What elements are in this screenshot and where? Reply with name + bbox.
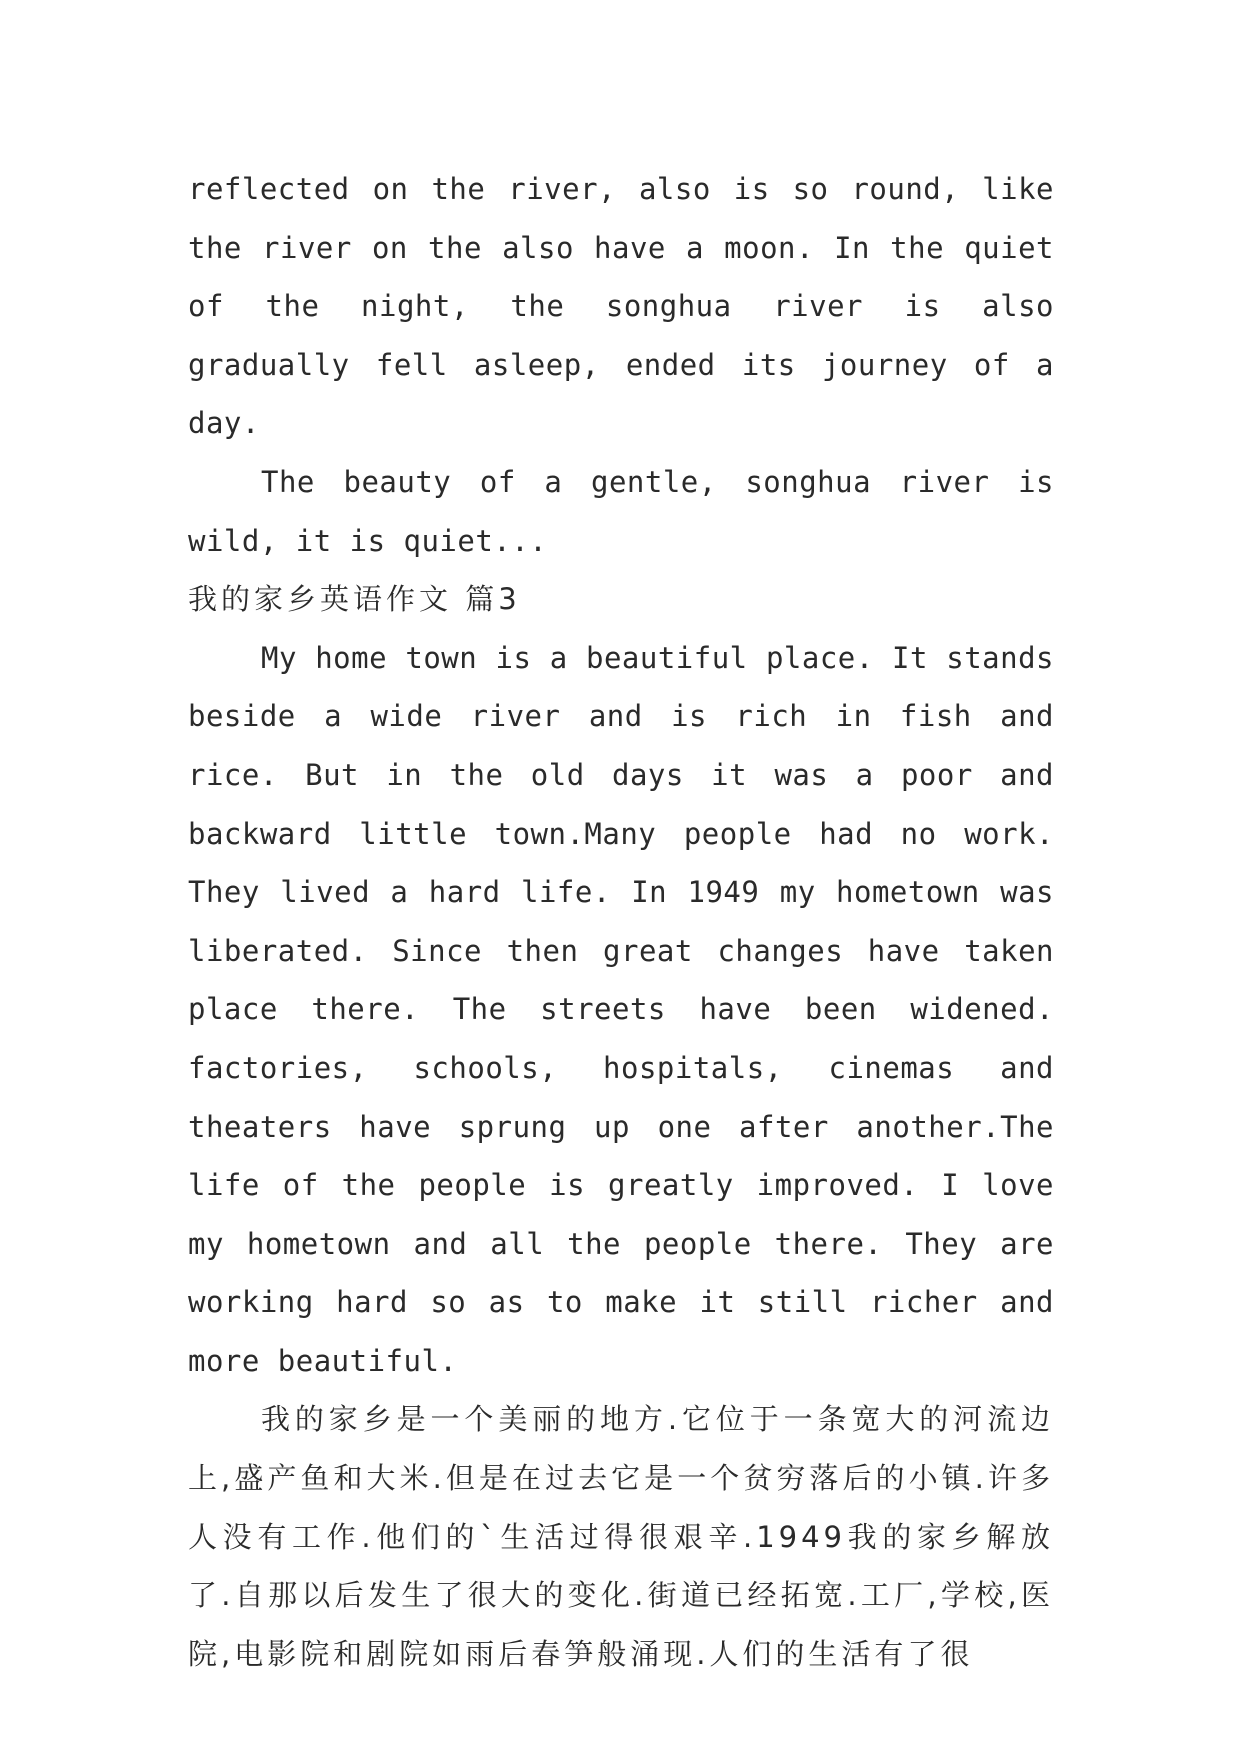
document-body — [188, 160, 1054, 1683]
paragraph-hometown-english: My home town is a beautiful place. It stands beside a wide river and is rich in fish and rice. But in the old days it was a poor and backward little town.Many people had no work. They lived a hard life. In 1949 my hometown was liberated. Since then great changes have taken place there. The streets have been widened. factories, schools, hospitals, cinemas and theaters have sprung up one after another.The life of the people is greatly improved. I love my hometown and all the people there. They are working hard so as to make it still richer and more beautiful. — [188, 640, 1054, 1378]
paragraph-hometown-chinese: 我的家乡是一个美丽的地方.它位于一条宽大的河流边上,盛产鱼和大米.但是在过去它是一个贫穷落后的小镇.许多人没有工作.他们的`生活过得很艰辛.1949我的家乡解放了.自那以后发生了很大的变化.街道已经拓宽.工厂,学校,医院,电影院和剧院如雨后春笋般涌现.人们的生活有了很 — [188, 1402, 1054, 1671]
paragraph-river-beauty: The beauty of a gentle, songhua river is wild, it is quiet... — [188, 464, 1054, 558]
paragraph-river-night: reflected on the river, also is so round, like the river on the also have a moon. In the quiet of the night, the songhua river is also gradually fell asleep, ended its journey of a day. — [188, 172, 1054, 441]
section-heading: 我的家乡英语作文 篇3 — [188, 582, 521, 617]
